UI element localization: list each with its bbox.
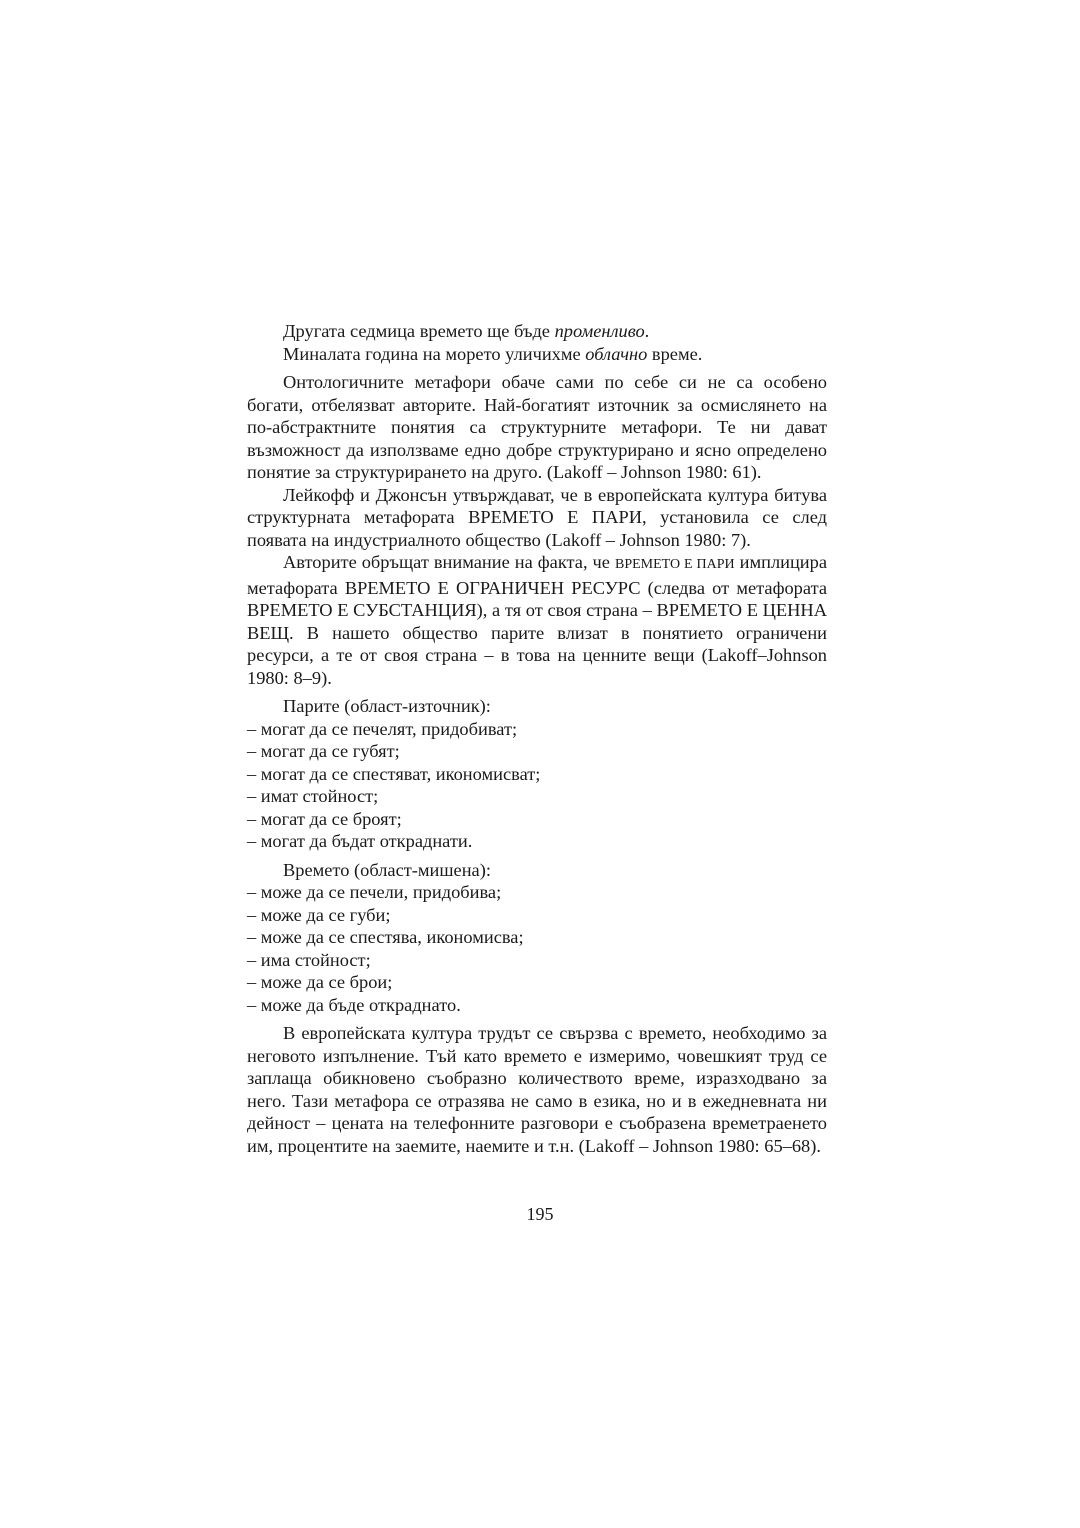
list-item: – могат да се губят; <box>247 741 400 761</box>
time-list <box>247 881 827 1016</box>
paragraph-ontological-metaphors: Онтологичните метафори обаче сами по себе си не са особено богати, отбелязват авторите. Най-богатият източник за осмислянето на по-абстрактните понятия са структурните метафори. Те ни дават възможност да използваме едно добре структурирано и ясно определено понятие за структурирането на друго. (Lakoff – Johnson 1980: 61). <box>247 372 827 482</box>
list-item: – могат да бъдат откраднати. <box>247 831 473 851</box>
list-item: – могат да се броят; <box>247 808 402 829</box>
list-item: – могат да се спестяват, икономисват; <box>247 763 541 784</box>
paragraph-time-is-money: Лейкофф и Джонсън утвърждават, че в европейската култура битува структурната метафората ВРЕМЕТО Е ПАРИ, установила се след появата на индустриалното общество (Lakoff – Johnson 1980: 7). <box>247 484 827 550</box>
page-number: 195 <box>526 1204 554 1224</box>
list-item: – може да се печели, придобива; <box>247 882 502 902</box>
example-sentence-2: Миналата година на морето уличихме облачно време. <box>283 343 703 364</box>
example-sentence-1: Другата седмица времето ще бъде променливо. <box>283 321 650 341</box>
money-list <box>247 718 827 853</box>
list-item: – имат стойност; <box>247 786 379 806</box>
list-item: – може да се губи; <box>247 904 391 925</box>
list-item: – могат да се печелят, придобиват; <box>247 718 518 739</box>
small-caps-term: ВРЕМЕТО Е ПАРИ <box>614 557 735 572</box>
list-item: – може да се брои; <box>247 972 393 992</box>
money-list-heading: Парите (област-източник): <box>283 696 491 716</box>
time-list-heading: Времето (област-мишена): <box>283 859 491 880</box>
paragraph-limited-resource: Авторите обръщат внимание на факта, че ВРЕМЕТО Е ПАРИ имплицира метафората ВРЕМЕТО Е ОГРАНИЧЕН РЕСУРС (следва от метафората ВРЕМЕТО Е СУБСТАНЦИЯ), а тя от своя страна – ВРЕМЕТО Е ЦЕННА ВЕЩ. В нашето общество парите влизат в понятието ограничени ресурси, а те от своя страна – в това на ценните вещи (Lakoff–Johnson 1980: 8–9). <box>247 552 828 688</box>
list-item: – има стойност; <box>247 949 371 970</box>
list-item: – може да се спестява, икономисва; <box>247 927 524 947</box>
text-column <box>247 320 827 1157</box>
paragraph-labor-and-time: В европейската култура трудът се свързва с времето, необходимо за неговото изпълнение. Тъй като времето е измеримо, човешкият труд се заплаща обикновено съобразно количеството време, изразходвано за него. Тази метафора се отразява не само в езика, но и в ежедневната ни дейност – цената на телефонните разговори е съобразена времетраенето им, процентите на заемите, наемите и т.н. (Lakoff – Johnson 1980: 65–68). <box>247 1023 827 1156</box>
list-item: – може да бъде откраднато. <box>247 994 461 1015</box>
